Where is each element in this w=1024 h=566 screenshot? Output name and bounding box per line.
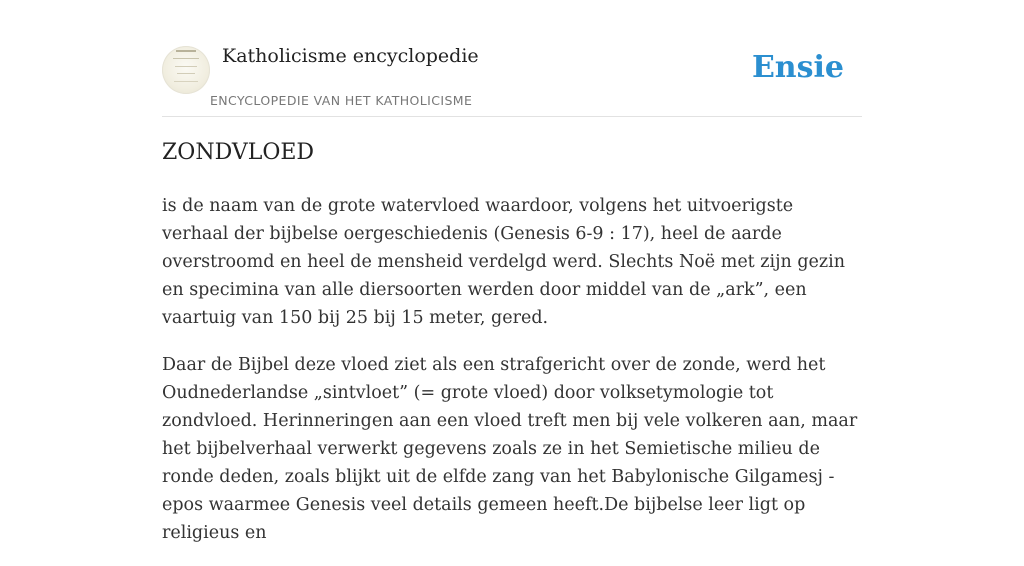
article-title: ZONDVLOED: [162, 140, 315, 165]
logo-line: [176, 50, 196, 52]
site-header: [162, 0, 862, 117]
logo-line: [173, 58, 199, 59]
article-body: [162, 192, 862, 566]
article-paragraph: is de naam van de grote watervloed waardoor, volgens het uitvoerigste verhaal der bijbelse oergeschiedenis (Genesis 6-9 : 17), heel de aarde overstroomd en heel de mensheid verdelgd werd. Slechts Noë met zijn gezin en specimina van alle diersoorten werden door middel van de „ark”, een vaartuig van 150 bij 25 bij 15 meter, gered.: [162, 196, 845, 328]
logo-line: [175, 66, 197, 67]
ensie-brand-link[interactable]: Ensie: [751, 50, 844, 85]
encyclopedia-subtitle: ENCYCLOPEDIE VAN HET KATHOLICISME: [210, 93, 473, 108]
encyclopedia-title-link[interactable]: Katholicisme encyclopedie: [222, 45, 479, 67]
logo-line: [177, 73, 195, 74]
logo-line: [174, 81, 198, 82]
encyclopedia-logo-icon[interactable]: [162, 46, 210, 94]
content-column: [162, 0, 862, 543]
article-paragraph: Daar de Bijbel deze vloed ziet als een strafgericht over de zonde, werd het Oudnederlandse „sintvloet” (= grote vloed) door volksetymologie tot zondvloed. Herinneringen aan een vloed treft men bij vele volkeren aan, maar het bijbelverhaal verwerkt gegevens zoals ze in het Semietische milieu de ronde deden, zoals blijkt uit de elfde zang van het Babylonische Gilgamesj -epos waarmee Genesis veel details gemeen heeft.De bijbelse leer ligt op religieus en: [162, 355, 858, 543]
